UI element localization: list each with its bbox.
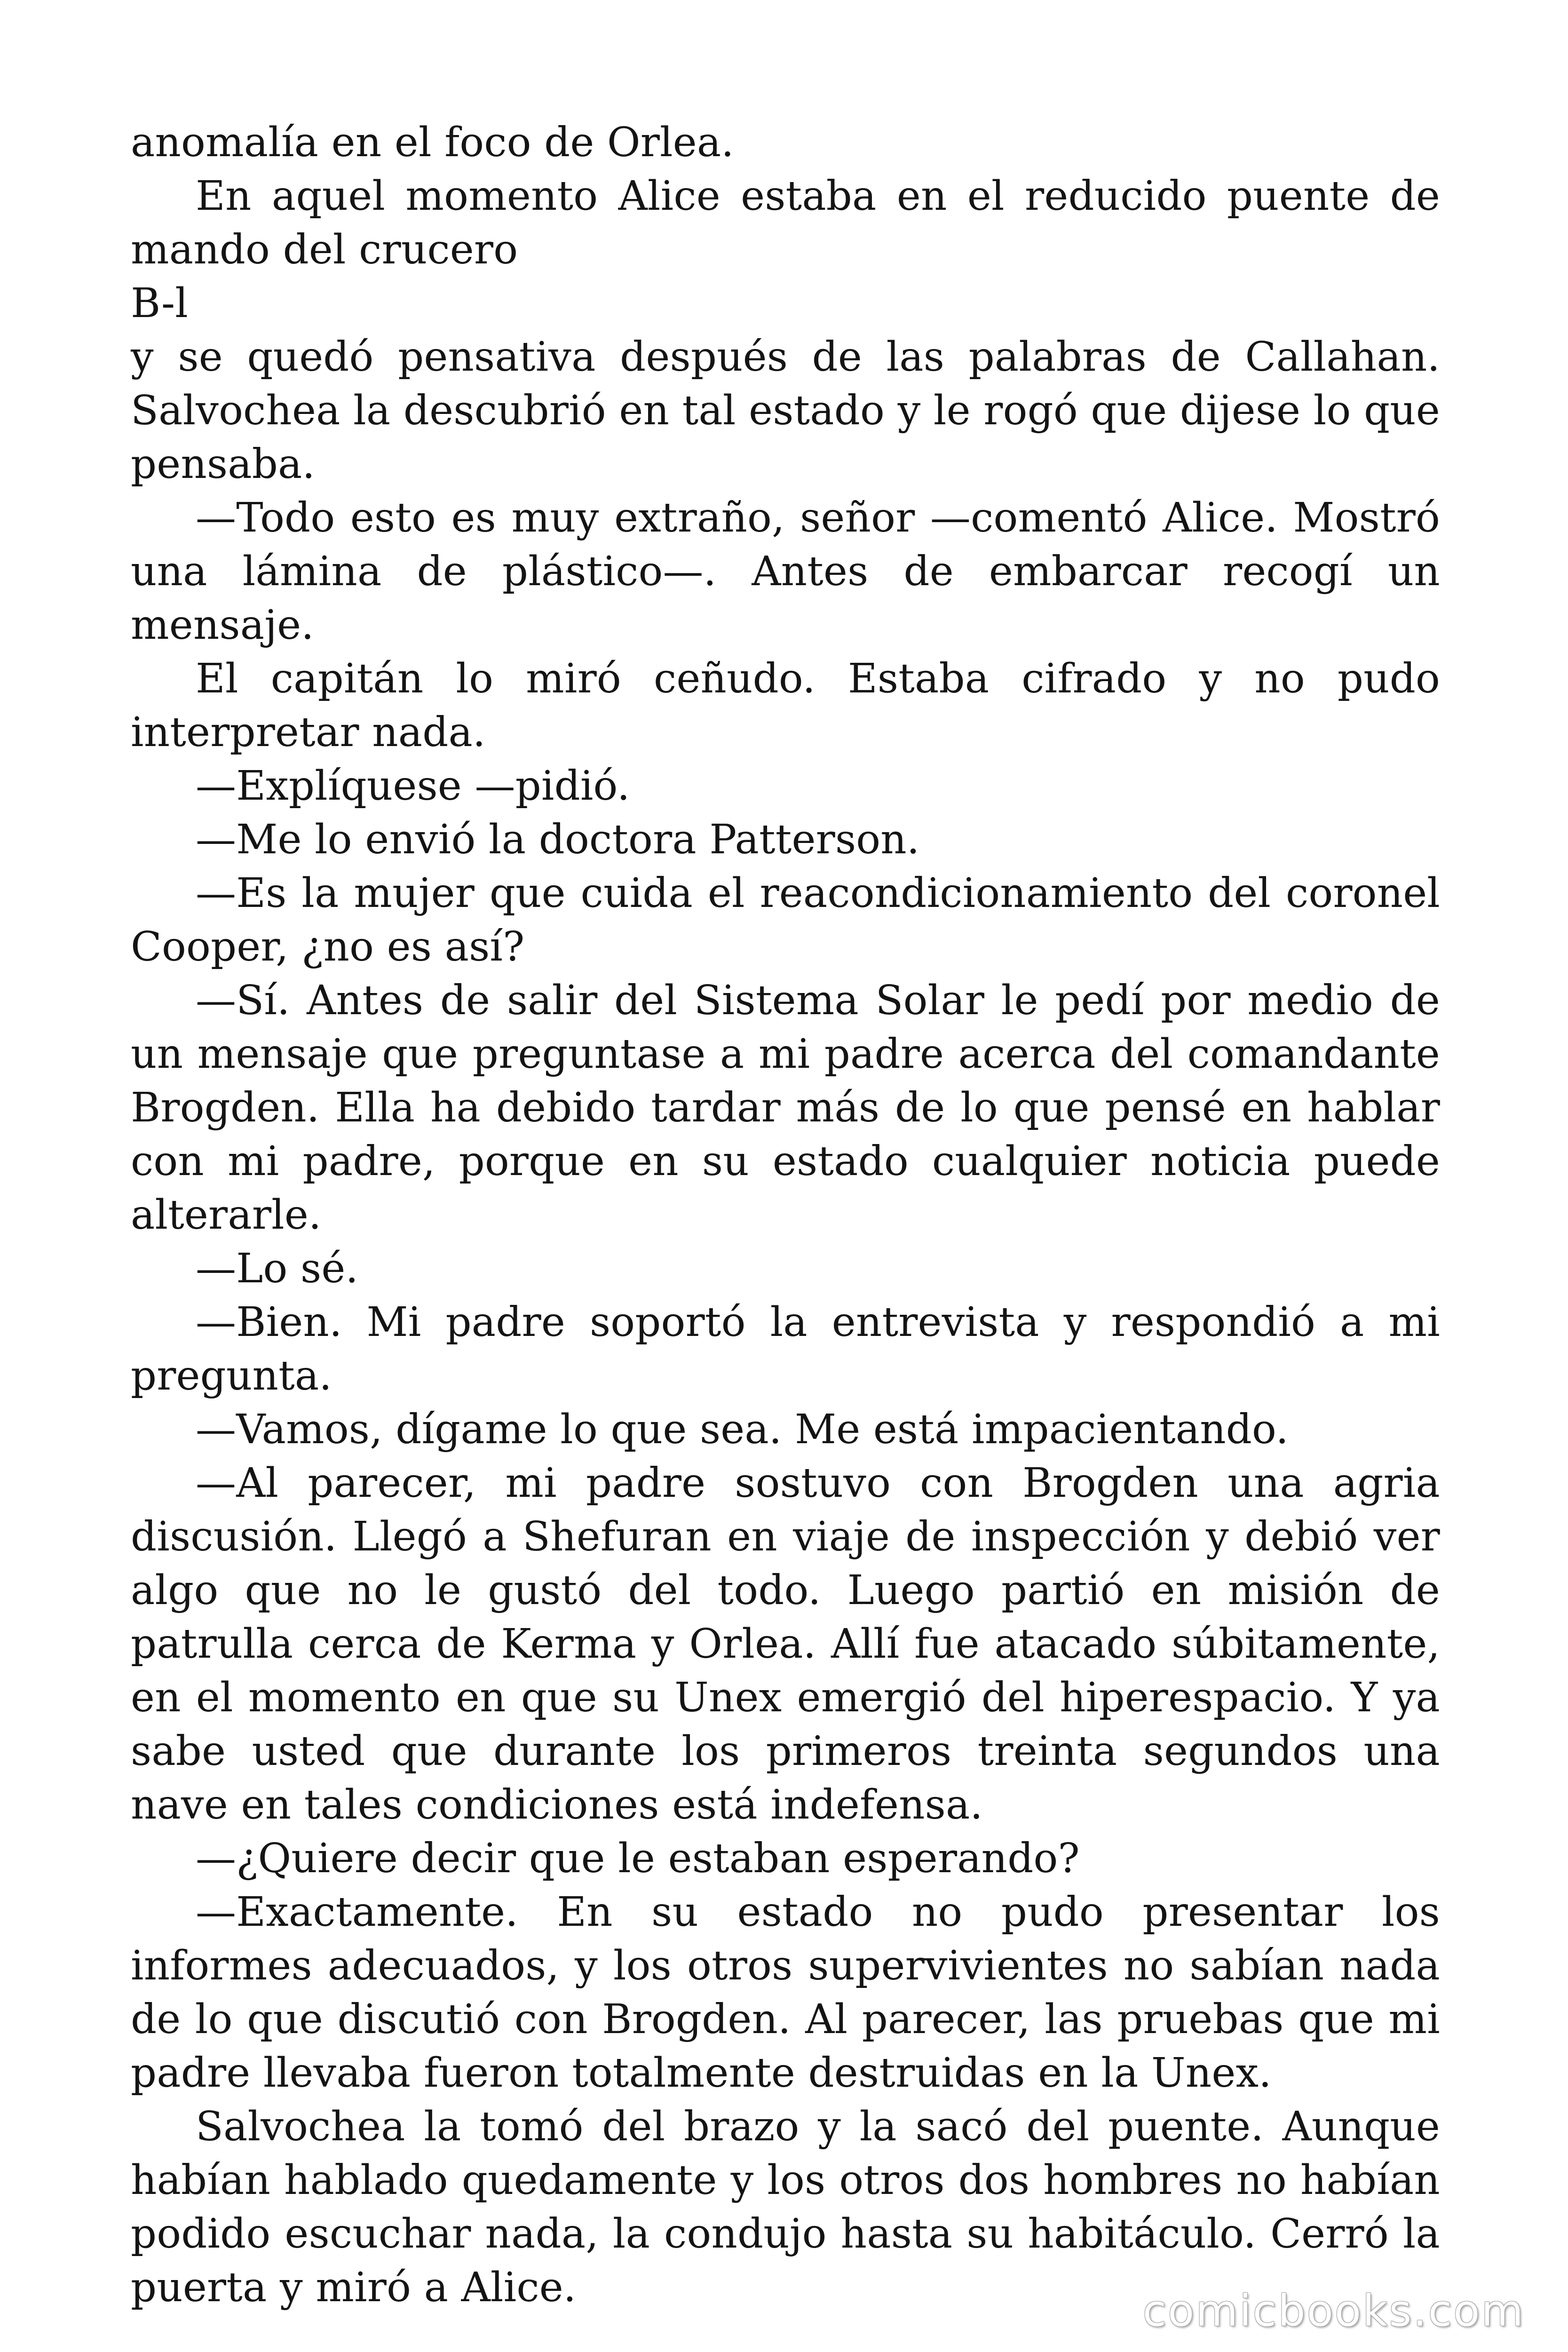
body-text <box>131 116 1440 2314</box>
paragraph: —Bien. Mi padre soportó la entrevista y respondió a mi pregunta. <box>131 1299 1440 1399</box>
paragraph: —Me lo envió la doctora Patterson. <box>196 816 920 863</box>
paragraph: —Lo sé. <box>196 1245 358 1292</box>
paragraph: —¿Quiere decir que le estaban esperando? <box>196 1835 1080 1882</box>
paragraph: —Todo esto es muy extraño, señor —comentó Alice. Mostró una lámina de plástico—. Antes de embarcar recogí un mensaje. <box>131 494 1440 649</box>
paragraph: y se quedó pensativa después de las palabras de Callahan. Salvochea la descubrió en tal estado y le rogó que dijese lo que pensaba. <box>131 334 1440 488</box>
paragraph: —Es la mujer que cuida el reacondicionamiento del coronel Cooper, ¿no es así? <box>131 870 1440 970</box>
paragraph: El capitán lo miró ceñudo. Estaba cifrado y no pudo interpretar nada. <box>131 655 1440 756</box>
paragraph: —Al parecer, mi padre sostuvo con Brogden una agria discusión. Llegó a Shefuran en viaje de inspección y debió ver algo que no le gustó del todo. Luego partió en misión de patrulla cerca de Kerma y Orlea. Allí fue atacado súbitamente, en el momento en que su Unex emergió del hiperespacio. Y ya sabe usted que durante los primeros treinta segundos una nave en tales condiciones está indefensa. <box>131 1460 1440 1828</box>
paragraph: anomalía en el foco de Orlea. <box>131 119 734 166</box>
watermark: comicbooks.com <box>1142 2286 1525 2336</box>
paragraph: —Exactamente. En su estado no pudo presentar los informes adecuados, y los otros supervivientes no sabían nada de lo que discutió con Brogden. Al parecer, las pruebas que mi padre llevaba fueron totalmente destruidas en la Unex. <box>131 1889 1440 2097</box>
paragraph: Salvochea la tomó del brazo y la sacó del puente. Aunque habían hablado quedamente y los otros dos hombres no habían podido escuchar nada, la condujo hasta su habitáculo. Cerró la puerta y miró a Alice. <box>131 2103 1440 2311</box>
paragraph: —Explíquese —pidió. <box>196 763 630 810</box>
paragraph: B-l <box>131 280 188 327</box>
paragraph: En aquel momento Alice estaba en el reducido puente de mando del crucero <box>131 173 1440 273</box>
paragraph: —Vamos, dígame lo que sea. Me está impacientando. <box>196 1406 1289 1453</box>
paragraph: —Sí. Antes de salir del Sistema Solar le pedí por medio de un mensaje que preguntase a mi padre acerca del comandante Brogden. Ella ha debido tardar más de lo que pensé en hablar con mi padre, porque en su estado cualquier noticia puede alterarle. <box>131 977 1440 1239</box>
